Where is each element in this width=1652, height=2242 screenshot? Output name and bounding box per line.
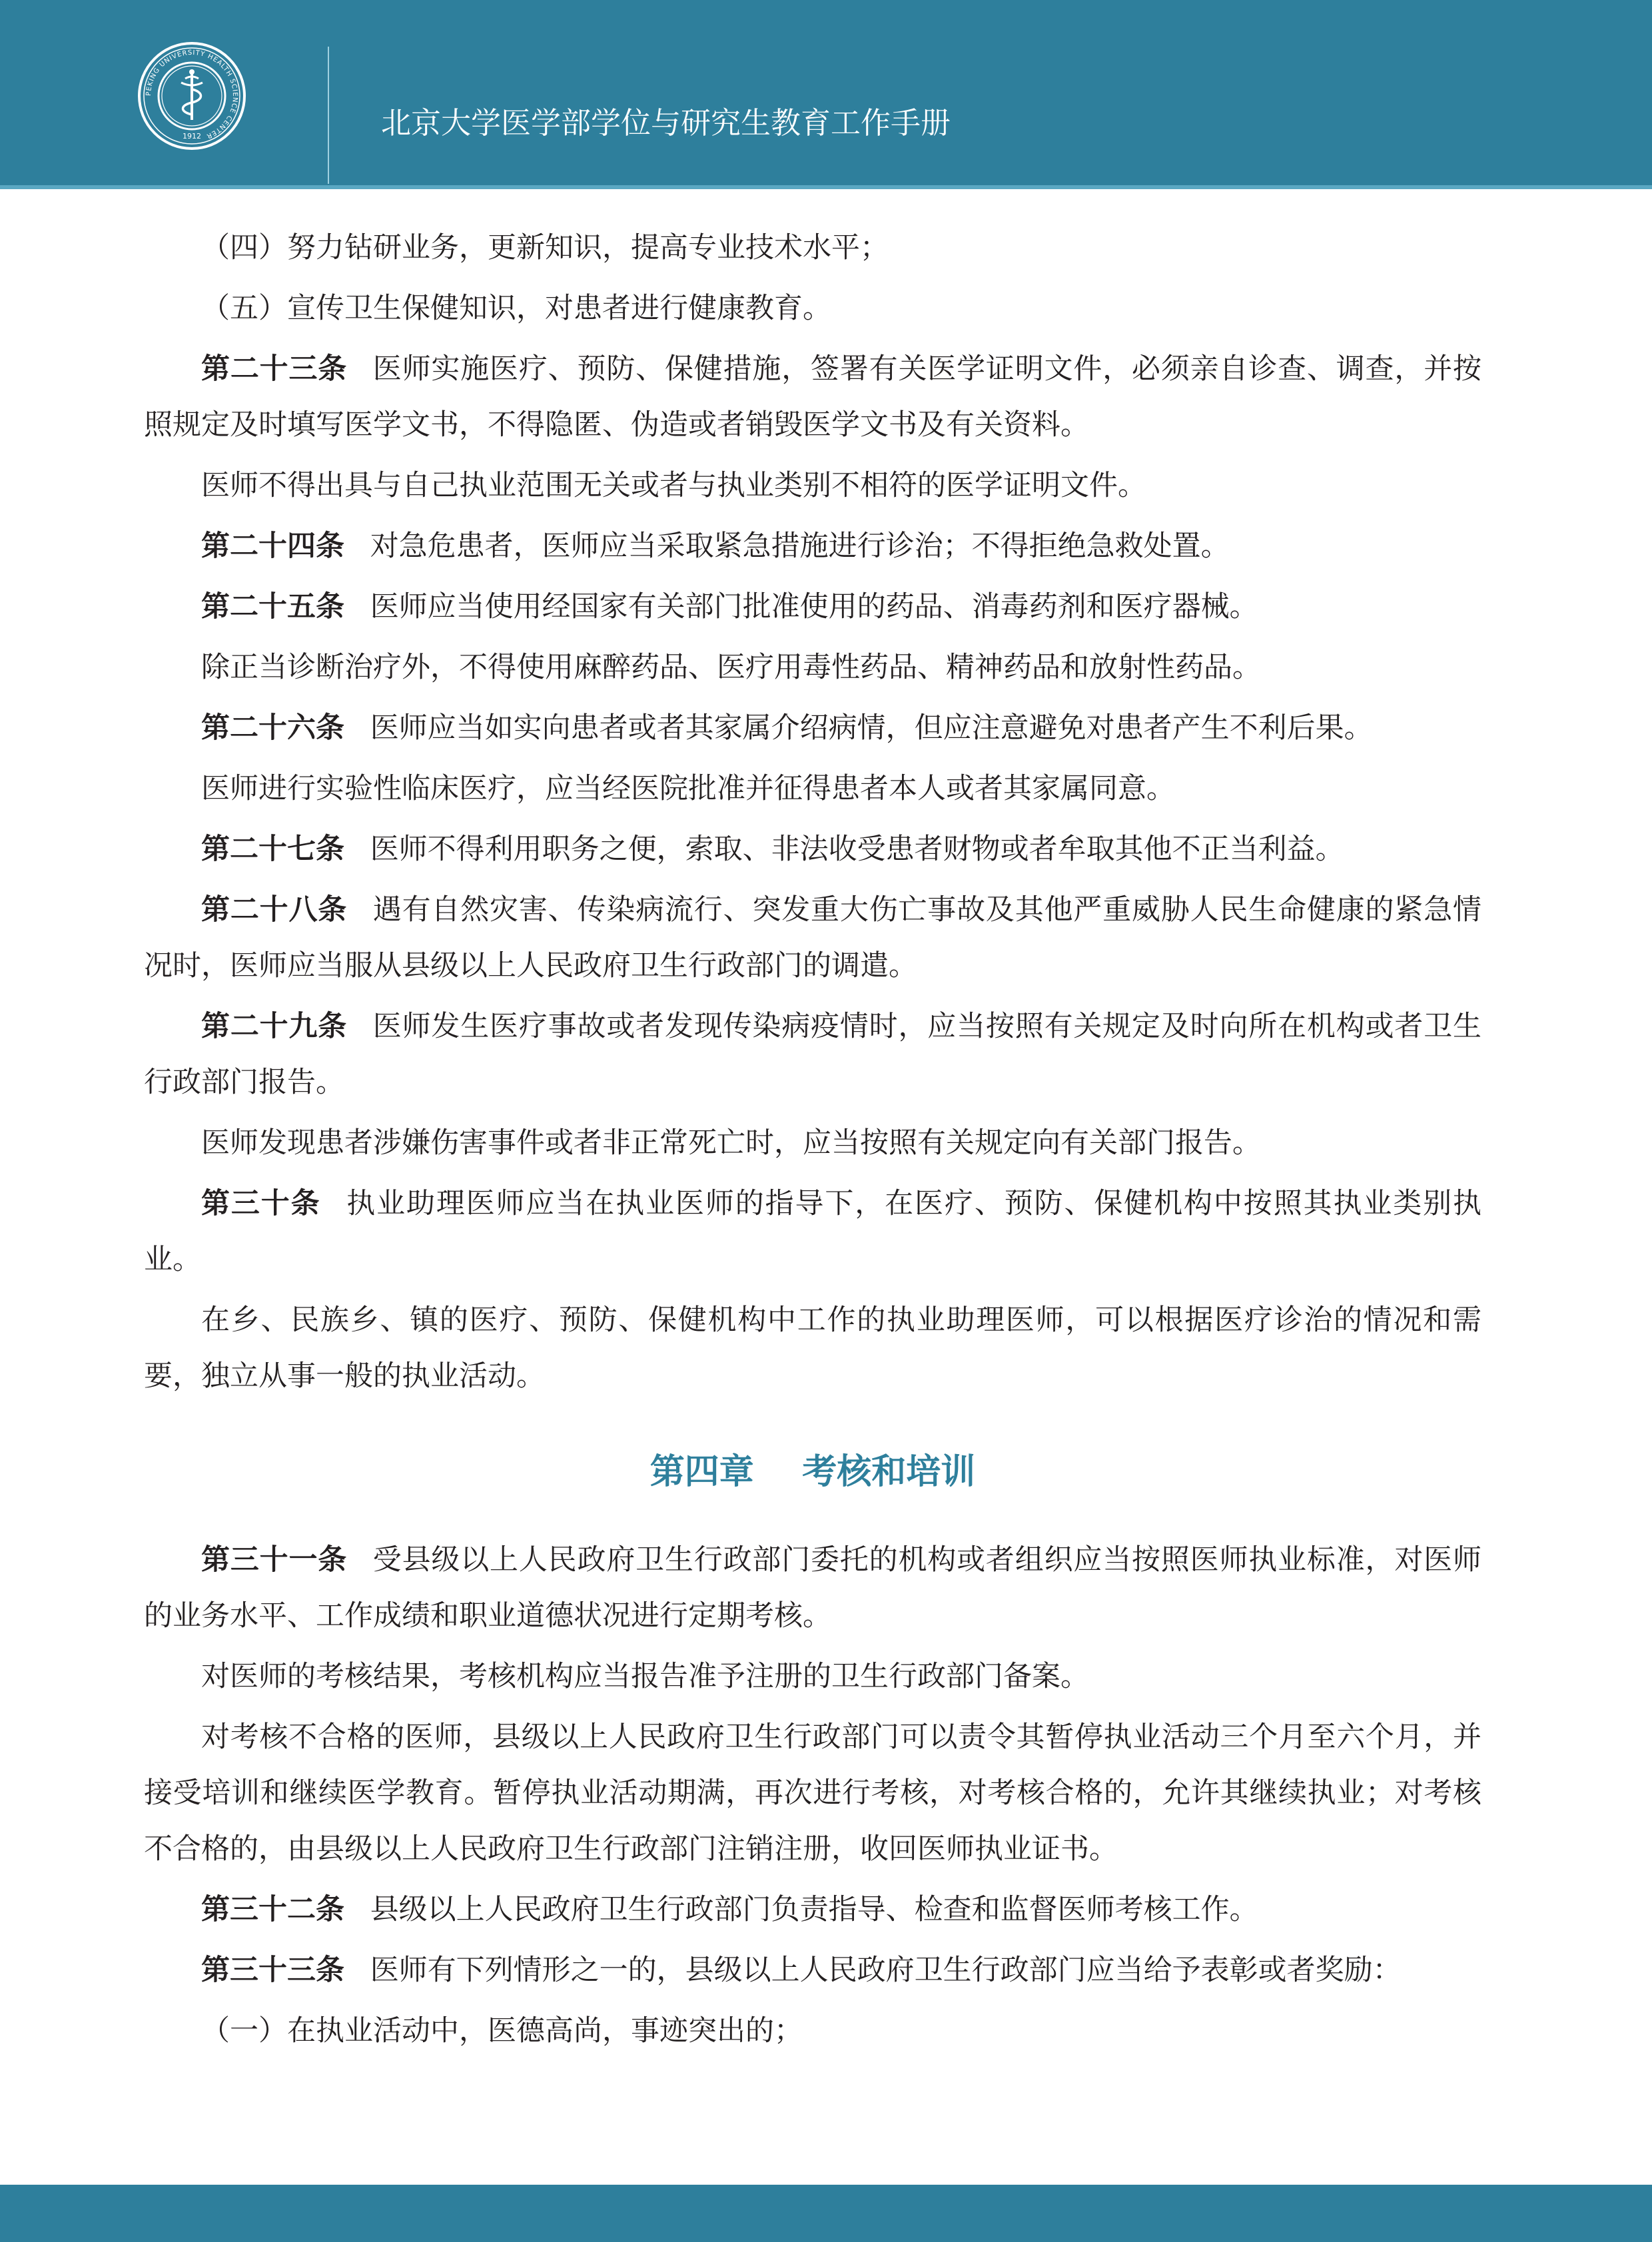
- article-number: 第三十条: [201, 1187, 321, 1220]
- paragraph-text: （五）宣传卫生保健知识，对患者进行健康教育。: [201, 292, 831, 325]
- paragraph-text: 医师应当如实向患者或者其家属介绍病情，但应注意避免对患者产生不利后果。: [370, 711, 1373, 745]
- paragraph: [144, 761, 1481, 817]
- article-number: 第二十九条: [201, 1010, 348, 1043]
- section-chapter-three-continued: [144, 220, 1481, 1404]
- paragraph-text: （四）努力钻研业务，更新知识，提高专业技术水平；: [201, 231, 889, 264]
- paragraph-text: 医师有下列情形之一的，县级以上人民政府卫生行政部门应当给予表彰或者奖励：: [370, 1954, 1402, 1987]
- logo-ring-text: PEKING UNIVERSITY HEALTH SCIENCE CENTER: [145, 49, 239, 140]
- paragraph: [144, 1292, 1481, 1404]
- article-number: 第二十六条: [201, 711, 344, 745]
- article-number: 第二十三条: [201, 352, 348, 386]
- paragraph: [144, 458, 1481, 514]
- paragraph-text: 在乡、民族乡、镇的医疗、预防、保健机构中工作的执业助理医师，可以根据医疗诊治的情况和需要，独立从事一般的执业活动。: [144, 1304, 1481, 1393]
- paragraph: [144, 700, 1481, 756]
- article-number: 第二十五条: [201, 590, 344, 623]
- paragraph-text: 医师实施医疗、预防、保健措施，签署有关医学证明文件，必须亲自诊查、调查，并按照规定及时填写医学文书，不得隐匿、伪造或者销毁医学文书及有关资料。: [144, 352, 1482, 442]
- paragraph: [144, 341, 1481, 453]
- paragraph-text: 执业助理医师应当在执业医师的指导下，在医疗、预防、保健机构中按照其执业类别执业。: [144, 1187, 1482, 1276]
- paragraph: [144, 1649, 1481, 1704]
- header-divider: [328, 47, 329, 184]
- article-number: 第二十四条: [201, 530, 344, 563]
- paragraph-text: 医师不得出具与自己执业范围无关或者与执业类别不相符的医学证明文件。: [201, 469, 1146, 502]
- chapter-heading: [144, 1444, 1481, 1500]
- header-title: 北京大学医学部学位与研究生教育工作手册: [381, 105, 951, 141]
- paragraph-text: 遇有自然灾害、传染病流行、突发重大伤亡事故及其他严重威胁人民生命健康的紧急情况时，医师应当服从县级以上人民政府卫生行政部门的调遣。: [144, 893, 1482, 982]
- paragraph: [144, 1176, 1481, 1288]
- logo-year: 1912: [183, 132, 201, 141]
- paragraph-text: 对医师的考核结果，考核机构应当报告准予注册的卫生行政部门备案。: [201, 1660, 1089, 1693]
- article-number: 第二十七条: [201, 833, 344, 866]
- paragraph: [144, 1882, 1481, 1938]
- paragraph: [144, 2003, 1481, 2059]
- page-body: [144, 220, 1481, 2063]
- paragraph: [144, 1532, 1481, 1644]
- paragraph: [144, 518, 1481, 574]
- paragraph: [144, 821, 1481, 877]
- peking-university-health-science-center-seal-icon: [137, 41, 246, 151]
- paragraph-text: 县级以上人民政府卫生行政部门负责指导、检查和监督医师考核工作。: [370, 1893, 1258, 1926]
- section-chapter-four: [144, 1532, 1481, 2059]
- paragraph: [144, 1709, 1481, 1877]
- paragraph-text: 除正当诊断治疗外，不得使用麻醉药品、医疗用毒性药品、精神药品和放射性药品。: [201, 651, 1261, 684]
- article-number: 第三十一条: [201, 1543, 348, 1577]
- header-rule: [0, 185, 1652, 189]
- article-number: 第三十二条: [201, 1893, 344, 1926]
- article-number: 第三十三条: [201, 1954, 344, 1987]
- paragraph-text: 医师发现患者涉嫌伤害事件或者非正常死亡时，应当按照有关规定向有关部门报告。: [201, 1126, 1261, 1160]
- paragraph-text: （一）在执业活动中，医德高尚，事迹突出的；: [201, 2014, 803, 2048]
- paragraph: [144, 882, 1481, 994]
- paragraph-text: 对考核不合格的医师，县级以上人民政府卫生行政部门可以责令其暂停执业活动三个月至六个月，并接受培训和继续医学教育。暂停执业活动期满，再次进行考核，对考核合格的，允许其继续执业；对考核不合格的，由县级以上人民政府卫生行政部门注销注册，收回医师执业证书。: [144, 1720, 1481, 1866]
- paragraph-text: 受县级以上人民政府卫生行政部门委托的机构或者组织应当按照医师执业标准，对医师的业务水平、工作成绩和职业道德状况进行定期考核。: [144, 1543, 1482, 1633]
- paragraph-text: 对急危患者，医师应当采取紧急措施进行诊治；不得拒绝急救处置。: [370, 530, 1230, 563]
- paragraph: [144, 220, 1481, 276]
- paragraph: [144, 579, 1481, 635]
- header-band: [0, 0, 1652, 185]
- chapter-title: 考核和培训: [802, 1452, 976, 1492]
- article-number: 第二十八条: [201, 893, 348, 927]
- paragraph-text: 医师发生医疗事故或者发现传染病疫情时，应当按照有关规定及时向所在机构或者卫生行政部门报告。: [144, 1010, 1482, 1099]
- paragraph: [144, 1942, 1481, 1998]
- paragraph: [144, 280, 1481, 336]
- paragraph-text: 医师应当使用经国家有关部门批准使用的药品、消毒药剂和医疗器械。: [370, 590, 1258, 623]
- paragraph: [144, 1115, 1481, 1171]
- paragraph: [144, 639, 1481, 695]
- chapter-number: 第四章: [649, 1452, 754, 1492]
- paragraph-text: 医师进行实验性临床医疗，应当经医院批准并征得患者本人或者其家属同意。: [201, 772, 1175, 805]
- footer-band: [0, 2185, 1652, 2242]
- paragraph-text: 医师不得利用职务之便，索取、非法收受患者财物或者牟取其他不正当利益。: [370, 833, 1344, 866]
- paragraph: [144, 998, 1481, 1110]
